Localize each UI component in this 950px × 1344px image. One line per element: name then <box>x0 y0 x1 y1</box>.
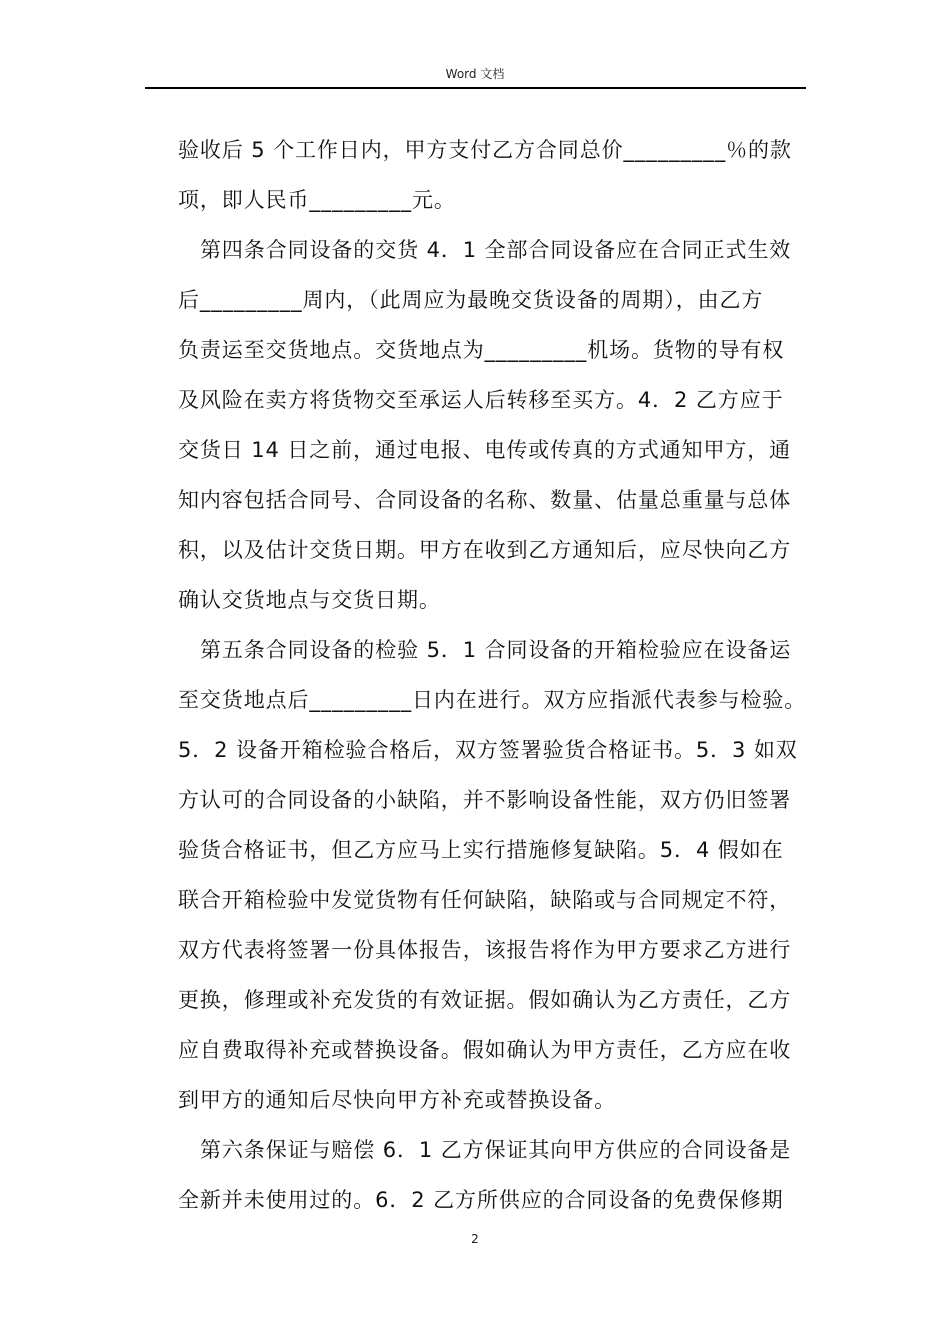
header-divider <box>145 87 806 89</box>
text-line: 联合开箱检验中发觉货物有任何缺陷，缺陷或与合同规定不符， <box>178 888 792 912</box>
text-line: 到甲方的通知后尽快向甲方补充或替换设备。 <box>178 1088 616 1112</box>
text-line: 及风险在卖方将货物交至承运人后转移至买方。4．2 乙方应于 <box>178 388 784 412</box>
text-line: 知内容包括合同号、合同设备的名称、数量、估量总重量与总体 <box>178 488 792 512</box>
text-line: 交货日 14 日之前，通过电报、电传或传真的方式通知甲方，通 <box>178 438 792 462</box>
text-line: 项，即人民币_________元。 <box>178 188 456 212</box>
text-line: 验收后 5 个工作日内，甲方支付乙方合同总价_________％的款 <box>178 138 792 162</box>
text-line: 双方代表将签署一份具体报告，该报告将作为甲方要求乙方进行 <box>178 938 792 962</box>
text-line: 后_________周内，（此周应为最晚交货设备的周期），由乙方 <box>178 288 764 312</box>
text-line: 方认可的合同设备的小缺陷，并不影响设备性能，双方仍旧签署 <box>178 788 792 812</box>
text-line: 5．2 设备开箱检验合格后，双方签署验货合格证书。5．3 如双 <box>178 738 798 762</box>
paragraph-first-line: 第六条保证与赔偿 6．1 乙方保证其向甲方供应的合同设备是 <box>200 1138 792 1162</box>
text-line: 更换，修理或补充发货的有效证据。假如确认为乙方责任，乙方 <box>178 988 792 1012</box>
text-line: 确认交货地点与交货日期。 <box>178 588 441 612</box>
text-line: 至交货地点后_________日内在进行。双方应指派代表参与检验。 <box>178 688 807 712</box>
paragraph-first-line: 第四条合同设备的交货 4．1 全部合同设备应在合同正式生效 <box>200 238 792 262</box>
text-line: 全新并未使用过的。6．2 乙方所供应的合同设备的免费保修期 <box>178 1188 784 1212</box>
text-line: 验货合格证书，但乙方应马上实行措施修复缺陷。5．4 假如在 <box>178 838 784 862</box>
page-number: 2 <box>471 1232 479 1246</box>
text-line: 积，以及估计交货日期。甲方在收到乙方通知后，应尽快向乙方 <box>178 538 792 562</box>
page-header: Word 文档 <box>445 67 505 81</box>
text-line: 负责运至交货地点。交货地点为_________机场。货物的导有权 <box>178 338 785 362</box>
paragraph-first-line: 第五条合同设备的检验 5．1 合同设备的开箱检验应在设备运 <box>200 638 792 662</box>
text-line: 应自费取得补充或替换设备。假如确认为甲方责任，乙方应在收 <box>178 1038 792 1062</box>
